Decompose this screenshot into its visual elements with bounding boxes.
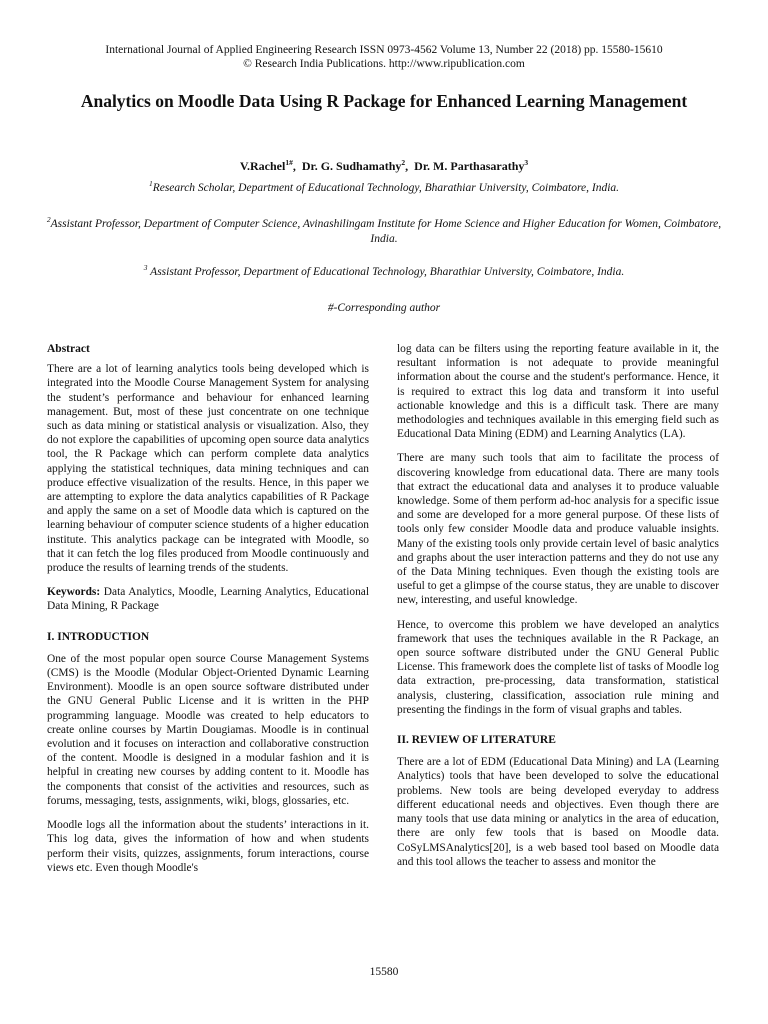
author-1: V.Rachel: [239, 159, 286, 173]
affiliation-1-sup: 1: [148, 179, 153, 189]
affiliation-3-sup: 3: [143, 263, 148, 273]
introduction-heading: I. INTRODUCTION: [47, 630, 150, 643]
affiliation-1: [40, 181, 728, 196]
keywords: [47, 585, 369, 613]
author-2: Dr. G. Sudhamathy: [301, 159, 402, 173]
author-line: V.Rachel$^{1\#}$, Dr. G. Sudhamathy$^2$, Dr. M. Parthasarathy$^3$: [239, 158, 529, 173]
review-heading: II. REVIEW OF LITERATURE: [397, 734, 556, 747]
author-1-sup: 1#: [285, 158, 293, 167]
author-3-sup: 3: [524, 158, 529, 167]
review-paragraph-1: There are a lot of EDM (Educational Data Mining) and LA (Learning Analytics) tools that have been developed to solve the educational problems. New tools are being developed everyday to address different educational needs and objectives. Even though there are many tools that use data mining or analytics in the area of education, there are only few tools that is based on Moodle data. CoSyLMSAnalytics[20], is a web based tool based on Moodle data and this tool allows the teacher to assess and monitor the: [397, 756, 719, 868]
affiliation-3: [40, 265, 728, 280]
paper-title: Analytics on Moodle Data Using R Package for Enhanced Learning Management: [80, 91, 688, 111]
affiliation-1-text: Research Scholar, Department of Educational Technology, Bharathiar University, Coimbatore, India.: [152, 182, 620, 194]
affiliation-2-sup: 2: [46, 215, 51, 225]
intro-paragraph-5: Hence, to overcome this problem we have developed an analytics framework that uses the techniques available in the R Package, an open source software distributed under the GNU General Public License. This framework does the complete list of tasks of Moodle log data extraction, pre-processing, data transformation, statistical analysis, clustering, classification, association rule mining and presenting the findings in the form of visual graphs and tables.: [397, 618, 719, 716]
affiliation-3-text: Assistant Professor, Department of Educational Technology, Bharathiar University, Coimbatore, India.: [147, 266, 625, 278]
intro-paragraph-3: log data can be filters using the reporting feature available in it, the resultant information is not adequate to provide meaningful information about the course and the student's performance. Hence, it is required to extract this log data and transform it into useful actionable knowledge and this is a difficult task. There are many methodologies and techniques available in this emerging field such as Educational Data Mining (EDM) and Learning Analytics (LA).: [397, 343, 719, 441]
journal-citation: International Journal of Applied Engineering Research ISSN 0973-4562 Volume 13, Number 22 (2018) pp. 15580-15610: [105, 44, 663, 56]
keywords-text: Data Analytics, Moodle, Learning Analytics, Educational Data Mining, R Package: [47, 586, 369, 613]
journal-header: [0, 43, 768, 71]
intro-paragraph-4: There are many such tools that aim to facilitate the process of discovering knowledge from educational data. There are many tools that extract the educational data and analyses it to produce valuable knowledge. Some of them perform ad-hoc analysis for a specific issue and some are developed for a more general purpose. Of these lists of tools only few consider Moodle data and produce valuable insights. Many of the existing tools only provide certain level of basic analytics and graphs about the user interaction patterns and they do not use any of the Data Mining techniques. Even though the existing tools are useful to get a glimpse of the course status, they are unable to discover new, interesting, and useful knowledge.: [397, 452, 720, 607]
abstract-body: There are a lot of learning analytics tools being developed which is integrated into the Moodle Course Management System for analysing the student’s performance and behaviour for enhanced learning management. But, most of these just concentrate on one technique such as data mining or statistical analysis or visualization. Also, they do not explore the capabilities of upcoming open source data analytics tool, the R Package which can perform complete data analytics applying the statistical techniques, data mining techniques and can produce effective visualization of the results. Hence, in this paper we are attempting to explore the data analytics capabilities of R Package and apply the same on a set of Moodle data which is captured on the learning behaviour of computer science students of a higher education institute. This analytics package can be integrated with Moodle, so that it can fetch the log files produced from Moodle continuously and produce the results of learning trends of the students.: [47, 363, 369, 575]
right-column: [397, 342, 719, 879]
publisher-line: © Research India Publications. http://www.ripublication.com: [243, 58, 525, 70]
affiliation-2-text: Assistant Professor, Department of Computer Science, Avinashilingam Institute for Home Science and Higher Education for Women, Coimbatore, India.: [50, 218, 722, 245]
corresponding-author-note: #-Corresponding author: [327, 302, 441, 314]
page-number: 15580: [369, 966, 399, 978]
intro-paragraph-1: One of the most popular open source Course Management Systems (CMS) is the Moodle (Modular Object-Oriented Dynamic Learning Environment). Moodle is an open source software distributed under the GNU General Public License and it is written in the PHP programming language. Moodle was created to help educators to create online courses by Martin Dougiamas. Moodle is in continual evolution and it focuses on interaction and collaborative construction of the content. Moodle is designed in a modular fashion and it is helpful in creating new courses by adding content to it. Moodle has the components that consist of the activities and resources, such as forums, messaging, tests, assignments, wiki, blogs, glossaries, etc.: [47, 652, 369, 807]
author-3: Dr. M. Parthasarathy: [414, 159, 525, 173]
keywords-label: Keywords:: [47, 586, 101, 599]
intro-paragraph-2: Moodle logs all the information about the students’ interactions in it. This log data, gives the information of how and when students perform their visits, quizzes, assignments, forum interactions, course views etc. Even though Moodle's: [47, 819, 369, 874]
left-column: [47, 342, 369, 885]
abstract-heading: Abstract: [47, 343, 90, 355]
affiliation-2: [40, 217, 728, 247]
author-2-sup: 2: [401, 158, 406, 167]
